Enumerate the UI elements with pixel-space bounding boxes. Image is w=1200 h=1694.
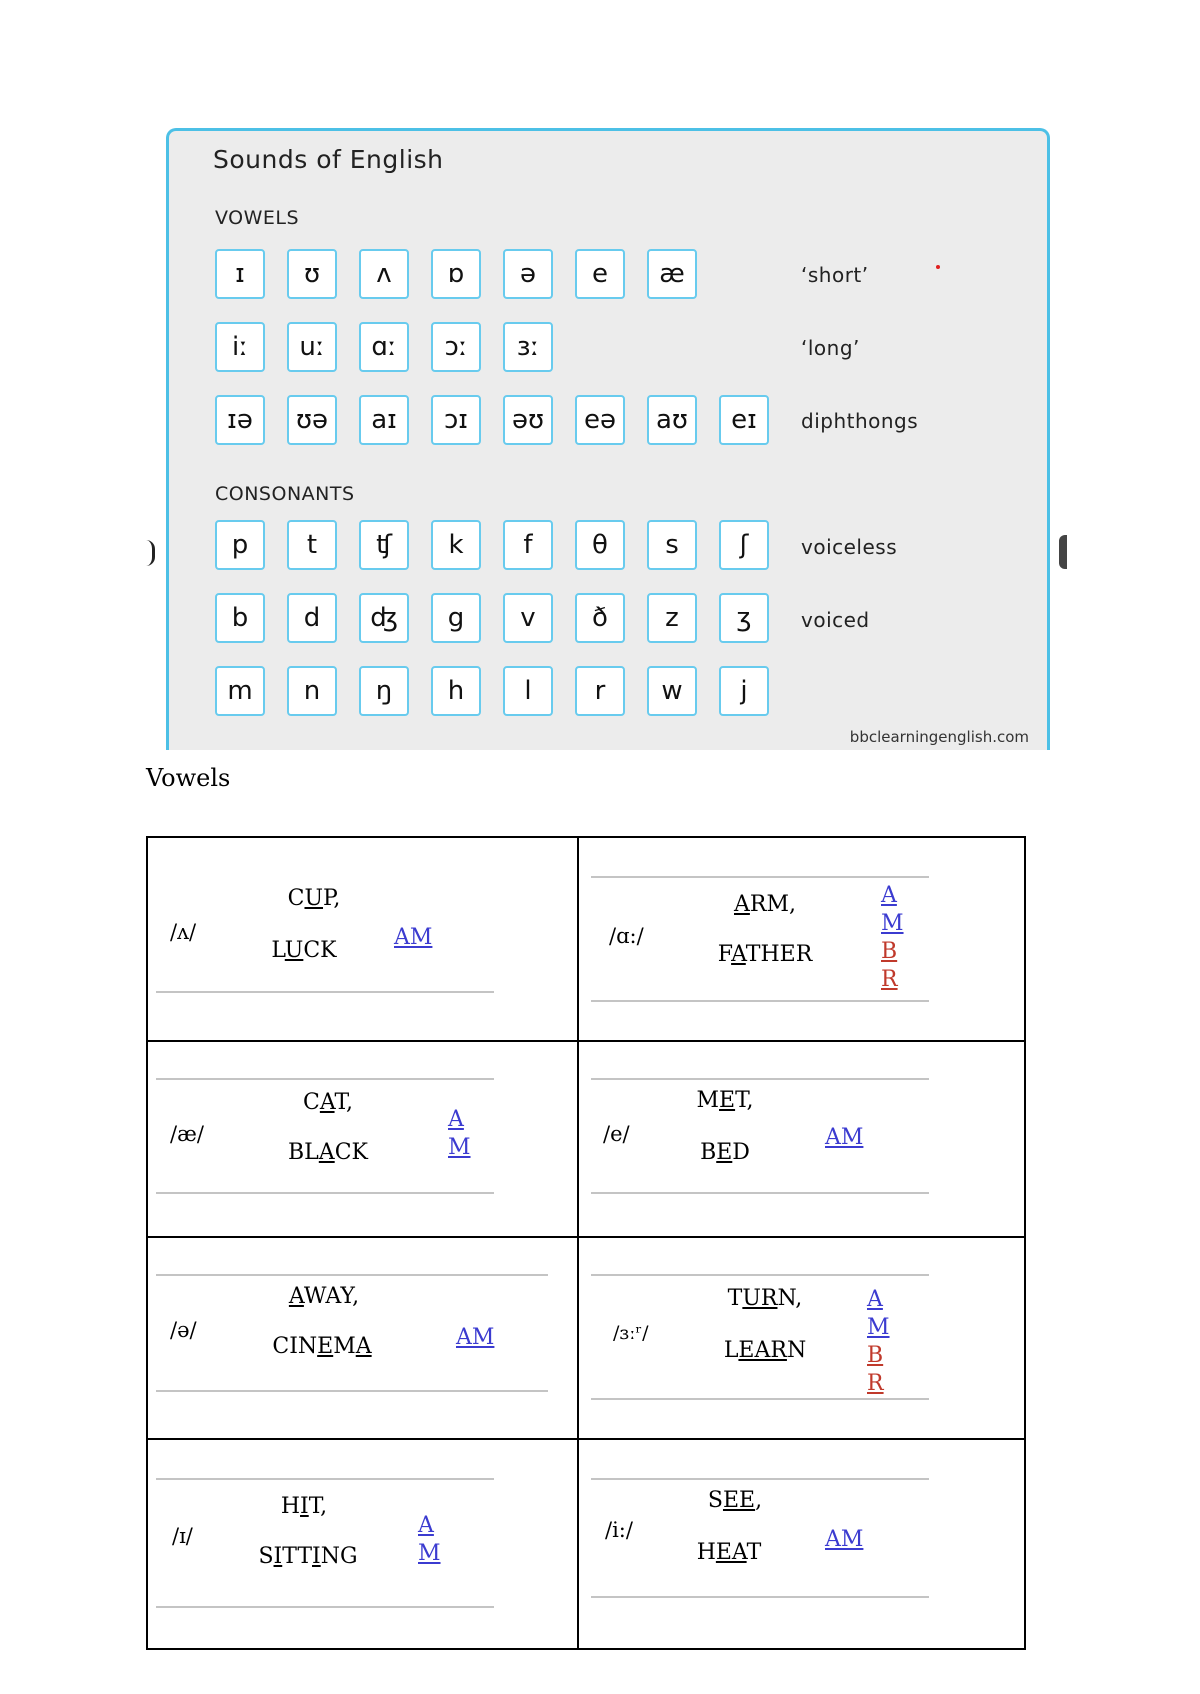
- audio-link-am[interactable]: AM: [825, 1125, 864, 1150]
- ipa-symbol[interactable]: ɜː: [503, 322, 553, 372]
- ipa-symbol[interactable]: ɔɪ: [431, 395, 481, 445]
- audio-link-am[interactable]: AM: [825, 1527, 864, 1552]
- ipa-row-short: [215, 249, 697, 299]
- ipa-symbol[interactable]: eɪ: [719, 395, 769, 445]
- audio-link-br[interactable]: R: [881, 967, 898, 992]
- ipa-symbol[interactable]: j: [719, 666, 769, 716]
- cell-rule: [591, 1398, 929, 1400]
- ipa-chart: [166, 128, 1050, 750]
- table-cell: [579, 1238, 1026, 1438]
- audio-link-am[interactable]: M: [867, 1315, 890, 1340]
- vowels-section-label: VOWELS: [215, 207, 300, 229]
- audio-link-br[interactable]: R: [867, 1371, 884, 1396]
- ipa-symbol[interactable]: ŋ: [359, 666, 409, 716]
- ipa-symbol[interactable]: v: [503, 593, 553, 643]
- example-word: AWAY,: [288, 1284, 360, 1309]
- example-word: FATHER: [717, 942, 813, 967]
- row-label-voiced: voiced: [801, 608, 870, 632]
- edge-mark: [1059, 535, 1067, 569]
- table-cell: [148, 838, 577, 1040]
- cell-rule: [156, 1606, 494, 1608]
- example-word: TURN,: [727, 1286, 803, 1311]
- example-word: SEE,: [707, 1488, 763, 1513]
- ipa-symbol[interactable]: t: [287, 520, 337, 570]
- audio-link-br[interactable]: B: [867, 1343, 884, 1368]
- ipa-symbol[interactable]: n: [287, 666, 337, 716]
- ipa-row-other: [215, 666, 769, 716]
- ipa-symbol[interactable]: ʃ: [719, 520, 769, 570]
- vowels-heading: Vowels: [146, 764, 231, 792]
- example-word: BED: [700, 1140, 750, 1165]
- cell-rule: [156, 1274, 548, 1276]
- ipa-symbol[interactable]: ɪ: [215, 249, 265, 299]
- ipa-symbol[interactable]: ɑː: [359, 322, 409, 372]
- ipa-symbol[interactable]: p: [215, 520, 265, 570]
- row-label-long: ‘long’: [801, 336, 860, 360]
- red-dot: [936, 265, 940, 269]
- example-word: LEARN: [723, 1338, 807, 1363]
- ipa-symbol[interactable]: aʊ: [647, 395, 697, 445]
- audio-link-am[interactable]: A: [867, 1287, 883, 1312]
- ipa-symbol[interactable]: ʧ: [359, 520, 409, 570]
- ipa-symbol[interactable]: ʊə: [287, 395, 337, 445]
- ipa-symbol[interactable]: ɒ: [431, 249, 481, 299]
- edge-mark: [146, 540, 155, 566]
- ipa-symbol[interactable]: s: [647, 520, 697, 570]
- audio-link-am[interactable]: M: [448, 1135, 471, 1160]
- audio-link-am[interactable]: AM: [456, 1325, 495, 1350]
- example-word: CAT,: [303, 1090, 353, 1115]
- cell-rule: [591, 1192, 929, 1194]
- vowel-symbol: /ɪ/: [172, 1524, 193, 1548]
- row-label-short: ‘short’: [801, 263, 869, 287]
- cell-rule: [591, 1274, 929, 1276]
- table-cell: [148, 1042, 577, 1236]
- ipa-symbol[interactable]: b: [215, 593, 265, 643]
- ipa-row-diphthongs: [215, 395, 769, 445]
- example-word: HEAT: [696, 1540, 762, 1565]
- audio-link-am[interactable]: A: [418, 1513, 434, 1538]
- ipa-symbol[interactable]: w: [647, 666, 697, 716]
- cell-rule: [591, 876, 929, 878]
- row-label-diphthongs: diphthongs: [801, 409, 919, 433]
- vowel-symbol: /ʌ/: [170, 920, 197, 944]
- table-cell: [579, 1042, 1026, 1236]
- table-cell: [148, 1440, 577, 1648]
- ipa-symbol[interactable]: æ: [647, 249, 697, 299]
- vowel-symbol: /i:/: [605, 1518, 633, 1542]
- ipa-row-long: [215, 322, 553, 372]
- ipa-symbol[interactable]: iː: [215, 322, 265, 372]
- cell-rule: [156, 1478, 494, 1480]
- ipa-symbol[interactable]: əʊ: [503, 395, 553, 445]
- ipa-symbol[interactable]: uː: [287, 322, 337, 372]
- cell-rule: [156, 1390, 548, 1392]
- ipa-symbol[interactable]: ʤ: [359, 593, 409, 643]
- ipa-symbol[interactable]: g: [431, 593, 481, 643]
- example-word: ARM,: [734, 892, 796, 917]
- ipa-symbol[interactable]: ɪə: [215, 395, 265, 445]
- ipa-symbol[interactable]: m: [215, 666, 265, 716]
- ipa-symbol[interactable]: f: [503, 520, 553, 570]
- ipa-symbol[interactable]: ð: [575, 593, 625, 643]
- example-word: CINEMA: [272, 1334, 372, 1359]
- example-word: MET,: [696, 1088, 754, 1113]
- ipa-symbol[interactable]: l: [503, 666, 553, 716]
- audio-link-am[interactable]: A: [448, 1107, 464, 1132]
- cell-rule: [156, 991, 494, 993]
- ipa-symbol[interactable]: d: [287, 593, 337, 643]
- ipa-symbol[interactable]: ʊ: [287, 249, 337, 299]
- vowel-symbol: /ə/: [170, 1318, 197, 1342]
- ipa-symbol[interactable]: z: [647, 593, 697, 643]
- consonants-section-label: CONSONANTS: [215, 483, 355, 505]
- cell-rule: [156, 1192, 494, 1194]
- row-label-voiceless: voiceless: [801, 535, 898, 559]
- ipa-symbol[interactable]: aɪ: [359, 395, 409, 445]
- cell-rule: [591, 1478, 929, 1480]
- ipa-symbol[interactable]: k: [431, 520, 481, 570]
- table-cell: [579, 1440, 1026, 1648]
- ipa-symbol[interactable]: e: [575, 249, 625, 299]
- example-word: CUP,: [287, 886, 341, 911]
- vowel-symbol: /æ/: [170, 1122, 204, 1146]
- ipa-symbol[interactable]: eə: [575, 395, 625, 445]
- example-word: SITTING: [258, 1544, 358, 1569]
- example-word: HIT,: [280, 1494, 328, 1519]
- cell-rule: [156, 1078, 494, 1080]
- audio-link-am[interactable]: A: [881, 883, 897, 908]
- cell-rule: [591, 1000, 929, 1002]
- ipa-symbol[interactable]: h: [431, 666, 481, 716]
- chart-title: Sounds of English: [213, 145, 444, 174]
- ipa-symbol[interactable]: r: [575, 666, 625, 716]
- example-word: LUCK: [271, 938, 337, 963]
- ipa-row-voiceless: [215, 520, 769, 570]
- ipa-symbol[interactable]: ə: [503, 249, 553, 299]
- audio-link-am[interactable]: AM: [394, 925, 433, 950]
- vowel-symbol: /ɑ:/: [609, 924, 644, 948]
- vowel-symbol: /ɜːʳ/: [613, 1322, 649, 1344]
- chart-credit: bbclearningenglish.com: [849, 728, 1029, 746]
- example-word: BLACK: [288, 1140, 368, 1165]
- ipa-row-voiced: [215, 593, 769, 643]
- vowel-symbol: /e/: [603, 1122, 630, 1146]
- vowels-table: [146, 836, 1026, 1650]
- table-cell: [579, 838, 1026, 1040]
- ipa-symbol[interactable]: ɔː: [431, 322, 481, 372]
- ipa-symbol[interactable]: ʌ: [359, 249, 409, 299]
- ipa-symbol[interactable]: ʒ: [719, 593, 769, 643]
- audio-link-am[interactable]: M: [881, 911, 904, 936]
- audio-link-am[interactable]: M: [418, 1541, 441, 1566]
- audio-link-br[interactable]: B: [881, 939, 898, 964]
- cell-rule: [591, 1078, 929, 1080]
- table-cell: [148, 1238, 577, 1438]
- cell-rule: [591, 1596, 929, 1598]
- ipa-symbol[interactable]: θ: [575, 520, 625, 570]
